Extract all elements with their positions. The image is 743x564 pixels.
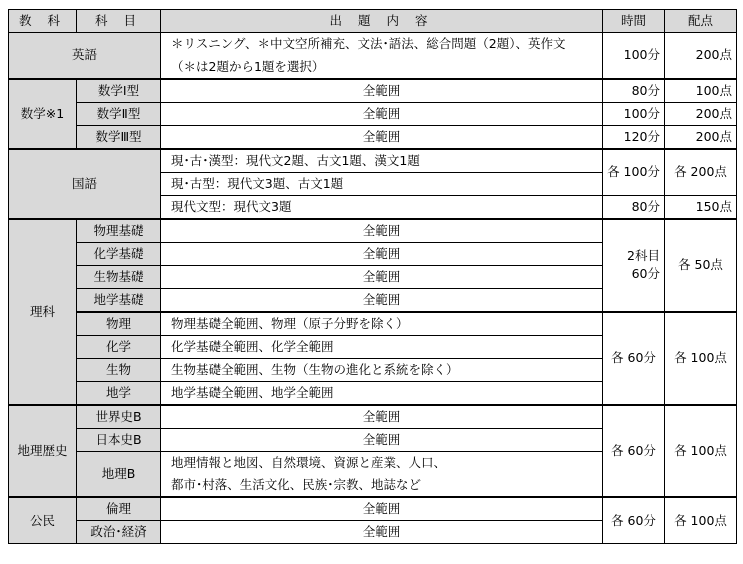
time-science-basic-line1: 2科目 <box>627 248 660 263</box>
course-math-3: 数学Ⅲ型 <box>77 125 161 149</box>
content-civics-1: 全範囲 <box>161 497 603 521</box>
course-science-basic-3: 生物基礎 <box>77 265 161 288</box>
course-geography: 地理B <box>77 451 161 497</box>
points-science-basic: 各 50点 <box>665 219 737 312</box>
course-science-basic-1: 物理基礎 <box>77 219 161 243</box>
course-science-basic-2: 化学基礎 <box>77 242 161 265</box>
content-science-basic-3: 全範囲 <box>161 265 603 288</box>
table-row <box>9 102 737 125</box>
content-science-basic-1: 全範囲 <box>161 219 603 243</box>
table-row <box>9 79 737 103</box>
table-row <box>9 125 737 149</box>
time-math-3: 120分 <box>603 125 665 149</box>
content-science-basic-4: 全範囲 <box>161 288 603 312</box>
table-row <box>9 312 737 336</box>
subject-science: 理科 <box>9 219 77 405</box>
content-civics-2: 全範囲 <box>161 521 603 544</box>
table-row <box>9 149 737 173</box>
points-science-adv: 各 100点 <box>665 312 737 405</box>
points-math-3: 200点 <box>665 125 737 149</box>
course-science-adv-2: 化学 <box>77 335 161 358</box>
course-civics-2: 政治･経済 <box>77 521 161 544</box>
header-content: 出 題 内 容 <box>161 10 603 33</box>
table-row <box>9 405 737 429</box>
content-science-adv-3: 生物基礎全範囲、生物（生物の進化と系統を除く） <box>161 358 603 381</box>
points-japanese-3: 150点 <box>665 195 737 219</box>
content-japanese-3: 現代文型：現代文3題 <box>161 195 603 219</box>
content-geography-line1: 地理情報と地図、自然環境、資源と産業、人口、 <box>161 451 603 474</box>
content-japanese-2: 現･古型：現代文3題、古文1題 <box>161 172 603 195</box>
subject-japanese: 国語 <box>9 149 161 219</box>
course-science-adv-3: 生物 <box>77 358 161 381</box>
time-geohistory: 各 60分 <box>603 405 665 498</box>
course-geohistory-1: 世界史B <box>77 405 161 429</box>
points-japanese-shared: 各 200点 <box>665 149 737 196</box>
content-geography-line2: 都市･村落、生活文化、民族･宗教、地誌など <box>161 474 603 497</box>
subject-math: 数学※1 <box>9 79 77 149</box>
content-geohistory-2: 全範囲 <box>161 428 603 451</box>
content-geohistory-1: 全範囲 <box>161 405 603 429</box>
content-english-line1: ＊リスニング、＊中文空所補充、文法･語法、総合問題（2題）、英作文 <box>161 33 603 56</box>
time-civics: 各 60分 <box>603 497 665 544</box>
course-geohistory-2: 日本史B <box>77 428 161 451</box>
exam-subject-table <box>8 9 737 544</box>
time-science-basic-line2: 60分 <box>631 266 660 281</box>
content-english-line2: （＊は2題から1題を選択） <box>161 56 603 79</box>
time-science-basic <box>603 219 665 312</box>
content-math-3: 全範囲 <box>161 125 603 149</box>
header-subject: 教 科 <box>9 10 77 33</box>
points-math-1: 100点 <box>665 79 737 103</box>
content-science-adv-1: 物理基礎全範囲、物理（原子分野を除く） <box>161 312 603 336</box>
table-row <box>9 33 737 56</box>
course-science-adv-1: 物理 <box>77 312 161 336</box>
header-row <box>9 10 737 33</box>
time-math-2: 100分 <box>603 102 665 125</box>
time-japanese-shared: 各 100分 <box>603 149 665 196</box>
header-time: 時間 <box>603 10 665 33</box>
content-japanese-1: 現･古･漢型：現代文2題、古文1題、漢文1題 <box>161 149 603 173</box>
content-science-adv-4: 地学基礎全範囲、地学全範囲 <box>161 381 603 405</box>
table-row <box>9 497 737 521</box>
content-math-1: 全範囲 <box>161 79 603 103</box>
content-science-basic-2: 全範囲 <box>161 242 603 265</box>
time-science-adv: 各 60分 <box>603 312 665 405</box>
time-english: 100分 <box>603 33 665 79</box>
content-science-adv-2: 化学基礎全範囲、化学全範囲 <box>161 335 603 358</box>
points-civics: 各 100点 <box>665 497 737 544</box>
header-course: 科 目 <box>77 10 161 33</box>
points-geohistory: 各 100点 <box>665 405 737 498</box>
header-points: 配点 <box>665 10 737 33</box>
course-math-1: 数学Ⅰ型 <box>77 79 161 103</box>
subject-civics: 公民 <box>9 497 77 544</box>
course-civics-1: 倫理 <box>77 497 161 521</box>
subject-geohistory: 地理歴史 <box>9 405 77 498</box>
points-english: 200点 <box>665 33 737 79</box>
content-math-2: 全範囲 <box>161 102 603 125</box>
subject-english: 英語 <box>9 33 161 79</box>
time-math-1: 80分 <box>603 79 665 103</box>
points-math-2: 200点 <box>665 102 737 125</box>
course-science-adv-4: 地学 <box>77 381 161 405</box>
course-science-basic-4: 地学基礎 <box>77 288 161 312</box>
course-math-2: 数学Ⅱ型 <box>77 102 161 125</box>
time-japanese-3: 80分 <box>603 195 665 219</box>
table-row <box>9 219 737 243</box>
